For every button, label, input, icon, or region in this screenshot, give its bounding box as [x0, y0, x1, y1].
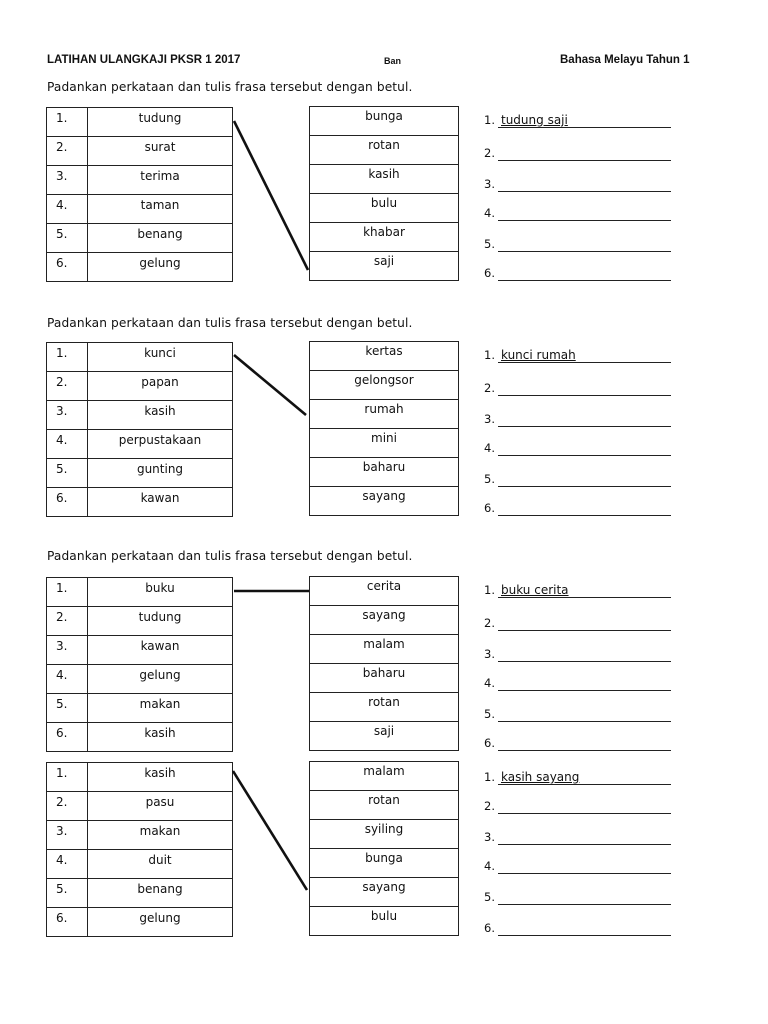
- right-row: [310, 400, 459, 429]
- left-row: [47, 723, 233, 752]
- answer-number: 4.: [484, 859, 495, 873]
- row-number: 1.: [47, 343, 88, 372]
- right-word[interactable]: syiling: [310, 820, 459, 849]
- instruction-3: Padankan perkataan dan tulis frasa tersebut dengan betul.: [47, 549, 413, 563]
- answer-line[interactable]: [484, 345, 674, 365]
- row-number: 6.: [47, 723, 88, 752]
- answer-number: 3.: [484, 647, 495, 661]
- answer-line[interactable]: [484, 856, 674, 876]
- row-number: 4.: [47, 195, 88, 224]
- left-word[interactable]: gelung: [88, 665, 233, 694]
- right-word[interactable]: sayang: [310, 878, 459, 907]
- right-word[interactable]: rotan: [310, 791, 459, 820]
- left-word[interactable]: kasih: [88, 723, 233, 752]
- left-row: [47, 607, 233, 636]
- left-word[interactable]: papan: [88, 372, 233, 401]
- right-row: [310, 878, 459, 907]
- answer-underline: [498, 175, 671, 192]
- left-word[interactable]: kasih: [88, 401, 233, 430]
- left-word[interactable]: tudung: [88, 108, 233, 137]
- row-number: 2.: [47, 137, 88, 166]
- left-word[interactable]: terima: [88, 166, 233, 195]
- right-word-table-4: [309, 761, 459, 936]
- right-word[interactable]: saji: [310, 252, 459, 281]
- instruction-1: Padankan perkataan dan tulis frasa tersebut dengan betul.: [47, 80, 413, 94]
- answer-underline: [498, 144, 671, 161]
- right-row: [310, 458, 459, 487]
- answer-line[interactable]: [484, 438, 674, 458]
- answer-number: 1.: [484, 770, 495, 784]
- row-number: 3.: [47, 636, 88, 665]
- header-name-field: Ban: [384, 56, 402, 66]
- answer-line[interactable]: [484, 733, 674, 753]
- left-word[interactable]: buku: [88, 578, 233, 607]
- answer-number: 3.: [484, 177, 495, 191]
- right-row: [310, 849, 459, 878]
- row-number: 4.: [47, 430, 88, 459]
- left-word[interactable]: kawan: [88, 636, 233, 665]
- left-word[interactable]: makan: [88, 821, 233, 850]
- right-word-table-3: [309, 576, 459, 751]
- row-number: 6.: [47, 488, 88, 517]
- right-row: [310, 722, 459, 751]
- row-number: 3.: [47, 166, 88, 195]
- answer-number: 6.: [484, 501, 495, 515]
- answer-number: 1.: [484, 348, 495, 362]
- right-row: [310, 136, 459, 165]
- right-word[interactable]: kertas: [310, 342, 459, 371]
- right-row: [310, 791, 459, 820]
- left-word-table-1: [46, 107, 233, 282]
- left-row: [47, 850, 233, 879]
- right-word[interactable]: sayang: [310, 487, 459, 516]
- right-row: [310, 664, 459, 693]
- answer-line[interactable]: [484, 796, 674, 816]
- answer-number: 6.: [484, 921, 495, 935]
- row-number: 2.: [47, 372, 88, 401]
- left-row: [47, 137, 233, 166]
- right-row: [310, 252, 459, 281]
- left-row: [47, 636, 233, 665]
- left-row: [47, 430, 233, 459]
- left-row: [47, 578, 233, 607]
- left-word[interactable]: surat: [88, 137, 233, 166]
- answer-text: tudung saji: [501, 113, 568, 127]
- left-row: [47, 224, 233, 253]
- left-row: [47, 488, 233, 517]
- row-number: 2.: [47, 607, 88, 636]
- answer-underline: [498, 379, 671, 396]
- answer-line[interactable]: [484, 767, 674, 787]
- row-number: 4.: [47, 665, 88, 694]
- right-word[interactable]: baharu: [310, 458, 459, 487]
- left-word[interactable]: kawan: [88, 488, 233, 517]
- row-number: 3.: [47, 821, 88, 850]
- answer-line[interactable]: [484, 234, 674, 254]
- left-word-table-3: [46, 577, 233, 752]
- answer-line[interactable]: [484, 613, 674, 633]
- left-row: [47, 343, 233, 372]
- left-row: [47, 908, 233, 937]
- answer-number: 6.: [484, 736, 495, 750]
- right-word[interactable]: malam: [310, 762, 459, 791]
- row-number: 5.: [47, 224, 88, 253]
- left-word[interactable]: taman: [88, 195, 233, 224]
- answer-underline: [498, 797, 671, 814]
- right-row: [310, 487, 459, 516]
- answer-underline: [498, 888, 671, 905]
- right-word[interactable]: khabar: [310, 223, 459, 252]
- row-number: 5.: [47, 879, 88, 908]
- right-word[interactable]: cerita: [310, 577, 459, 606]
- row-number: 5.: [47, 459, 88, 488]
- row-number: 2.: [47, 792, 88, 821]
- row-number: 1.: [47, 763, 88, 792]
- answer-underline: [498, 919, 671, 936]
- answer-number: 4.: [484, 441, 495, 455]
- right-word[interactable]: sayang: [310, 606, 459, 635]
- answer-line[interactable]: [484, 110, 674, 130]
- left-word[interactable]: makan: [88, 694, 233, 723]
- header-title: LATIHAN ULANGKAJI PKSR 1 2017: [47, 54, 241, 66]
- answer-line[interactable]: [484, 174, 674, 194]
- left-word[interactable]: gelung: [88, 253, 233, 282]
- answer-line[interactable]: [484, 469, 674, 489]
- row-number: 6.: [47, 908, 88, 937]
- left-word[interactable]: gunting: [88, 459, 233, 488]
- right-word[interactable]: baharu: [310, 664, 459, 693]
- left-word-table-2: [46, 342, 233, 517]
- right-row: [310, 635, 459, 664]
- right-word[interactable]: bunga: [310, 849, 459, 878]
- answer-underline: [498, 857, 671, 874]
- answer-underline: [498, 828, 671, 845]
- answer-number: 4.: [484, 676, 495, 690]
- left-word[interactable]: benang: [88, 879, 233, 908]
- answer-number: 2.: [484, 381, 495, 395]
- right-row: [310, 762, 459, 791]
- left-word[interactable]: tudung: [88, 607, 233, 636]
- answer-line[interactable]: [484, 263, 674, 283]
- right-row: [310, 342, 459, 371]
- answer-underline: [498, 705, 671, 722]
- answer-underline: [498, 614, 671, 631]
- right-word[interactable]: rumah: [310, 400, 459, 429]
- answer-underline: [498, 410, 671, 427]
- left-word[interactable]: duit: [88, 850, 233, 879]
- left-word[interactable]: gelung: [88, 908, 233, 937]
- answer-number: 5.: [484, 472, 495, 486]
- answer-line[interactable]: [484, 918, 674, 938]
- header-subject: Bahasa Melayu Tahun 1: [560, 54, 690, 66]
- answer-underline: [498, 235, 671, 252]
- left-row: [47, 459, 233, 488]
- right-word[interactable]: mini: [310, 429, 459, 458]
- answer-underline: [498, 499, 671, 516]
- row-number: 1.: [47, 578, 88, 607]
- right-row: [310, 907, 459, 936]
- match-line-4: [233, 771, 307, 890]
- right-row: [310, 107, 459, 136]
- left-word[interactable]: perpustakaan: [88, 430, 233, 459]
- left-row: [47, 821, 233, 850]
- answer-line[interactable]: [484, 827, 674, 847]
- answer-number: 5.: [484, 890, 495, 904]
- answer-number: 6.: [484, 266, 495, 280]
- answer-underline: [498, 645, 671, 662]
- answer-line[interactable]: [484, 203, 674, 223]
- answer-line[interactable]: [484, 644, 674, 664]
- right-row: [310, 194, 459, 223]
- instruction-2: Padankan perkataan dan tulis frasa tersebut dengan betul.: [47, 316, 413, 330]
- answer-underline: [498, 734, 671, 751]
- right-row: [310, 820, 459, 849]
- right-word-table-2: [309, 341, 459, 516]
- answer-line[interactable]: [484, 887, 674, 907]
- answer-underline: [498, 470, 671, 487]
- right-row: [310, 371, 459, 400]
- answer-text: buku cerita: [501, 583, 569, 597]
- right-word[interactable]: rotan: [310, 693, 459, 722]
- right-row: [310, 223, 459, 252]
- right-row: [310, 429, 459, 458]
- left-row: [47, 166, 233, 195]
- left-word[interactable]: pasu: [88, 792, 233, 821]
- answer-number: 4.: [484, 206, 495, 220]
- left-row: [47, 401, 233, 430]
- right-word-table-1: [309, 106, 459, 281]
- left-row: [47, 108, 233, 137]
- answer-line[interactable]: [484, 704, 674, 724]
- left-row: [47, 665, 233, 694]
- right-row: [310, 577, 459, 606]
- left-row: [47, 694, 233, 723]
- left-row: [47, 792, 233, 821]
- answer-underline: [498, 264, 671, 281]
- answer-underline: [498, 439, 671, 456]
- answer-number: 1.: [484, 583, 495, 597]
- row-number: 5.: [47, 694, 88, 723]
- answer-line[interactable]: [484, 143, 674, 163]
- answer-line[interactable]: [484, 409, 674, 429]
- match-line-2: [234, 355, 306, 415]
- answer-line[interactable]: [484, 673, 674, 693]
- match-line-1: [234, 121, 308, 270]
- right-word[interactable]: malam: [310, 635, 459, 664]
- answer-number: 2.: [484, 799, 495, 813]
- row-number: 6.: [47, 253, 88, 282]
- row-number: 4.: [47, 850, 88, 879]
- right-row: [310, 606, 459, 635]
- left-row: [47, 253, 233, 282]
- left-word-table-4: [46, 762, 233, 937]
- answer-underline: [498, 204, 671, 221]
- right-word[interactable]: saji: [310, 722, 459, 751]
- answer-line[interactable]: [484, 498, 674, 518]
- answer-number: 1.: [484, 113, 495, 127]
- right-word[interactable]: kasih: [310, 165, 459, 194]
- answer-underline: [498, 674, 671, 691]
- answer-text: kunci rumah: [501, 348, 576, 362]
- right-word[interactable]: bunga: [310, 107, 459, 136]
- answer-line[interactable]: [484, 378, 674, 398]
- answer-number: 3.: [484, 830, 495, 844]
- left-word[interactable]: benang: [88, 224, 233, 253]
- answer-text: kasih sayang: [501, 770, 580, 784]
- row-number: 1.: [47, 108, 88, 137]
- answer-line[interactable]: [484, 580, 674, 600]
- answer-number: 5.: [484, 707, 495, 721]
- answer-number: 2.: [484, 616, 495, 630]
- left-word[interactable]: kasih: [88, 763, 233, 792]
- left-row: [47, 372, 233, 401]
- right-word[interactable]: rotan: [310, 136, 459, 165]
- right-word[interactable]: gelongsor: [310, 371, 459, 400]
- right-word[interactable]: bulu: [310, 907, 459, 936]
- answer-number: 3.: [484, 412, 495, 426]
- left-row: [47, 195, 233, 224]
- right-row: [310, 165, 459, 194]
- left-word[interactable]: kunci: [88, 343, 233, 372]
- left-row: [47, 763, 233, 792]
- answer-number: 2.: [484, 146, 495, 160]
- right-word[interactable]: bulu: [310, 194, 459, 223]
- left-row: [47, 879, 233, 908]
- answer-number: 5.: [484, 237, 495, 251]
- right-row: [310, 693, 459, 722]
- row-number: 3.: [47, 401, 88, 430]
